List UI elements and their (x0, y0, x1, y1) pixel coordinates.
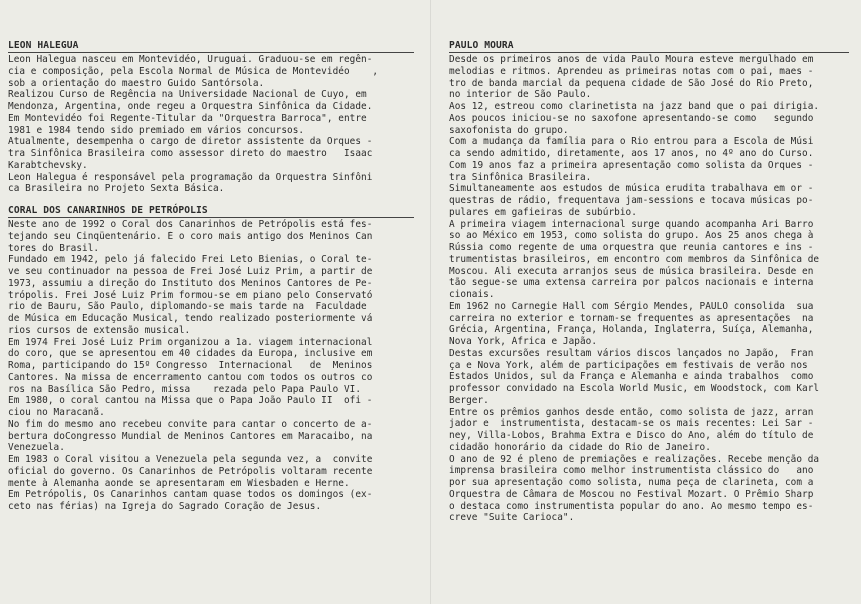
text-line: ceto nas férias) na Igreja do Sagrado Coração de Jesus. (8, 501, 322, 512)
text-line: Desde os primeiros anos de vida Paulo Moura esteve mergulhado em (449, 54, 814, 65)
text-line: Aos 12, estreou como clarinetista na jazz band que o pai dirigia. (449, 101, 820, 112)
text-line: tores do Brasil. (8, 242, 100, 254)
text-line: Neste ano de 1992 o Coral dos Canarinhos de Petrópolis está fes- (8, 219, 373, 230)
text-line: Em 1962 no Carnegie Hall com Sérgio Mendes, PAULO consolida sua (449, 300, 814, 312)
text-line: so ao México em 1953, como solista do grupo. Aos 25 anos chega à (449, 230, 814, 242)
text-line: Karabtchevsky. (8, 159, 88, 171)
text-line: tro de banda marcial da pequena cidade de São José do Rio Preto, (449, 77, 814, 89)
text-line: Nova York, África e Japão. (449, 336, 598, 347)
text-line: tão segue-se uma extensa carreira por palcos nacionais e interna (449, 277, 814, 289)
text-line: tejando seu Cinqüentenário. É o coro mais antigo dos Meninos Can (8, 230, 373, 242)
text-line: Aos poucos iniciou-se no saxofone apresentando-se como segundo (449, 112, 814, 124)
text-line: tra Sinfônica Brasileira como assessor direto do maestro Isaac (8, 148, 373, 159)
text-line: No fim do mesmo ano recebeu convite para cantar o concerto de a- (8, 418, 373, 430)
text-line: Em 1983 o Coral visitou a Venezuela pela segunda vez, a convite (8, 454, 373, 465)
left-column (8, 40, 414, 513)
section-body-leon-halegua (8, 54, 414, 195)
text-line: de Música em Educação Musical, tendo realizado posteriormente vá (8, 313, 373, 324)
text-line: cia e composição, pela Escola Normal de Música de Montevidéo , (8, 65, 379, 77)
text-line: A primeira viagem internacional surge quando acompanha Ari Barro (449, 218, 814, 230)
text-line: pulares em gafieiras de subúrbio. (449, 206, 637, 218)
text-line: Berger. (449, 394, 489, 406)
section-heading-paulo-moura: PAULO MOURA (449, 40, 849, 53)
text-line: no interior de São Paulo. (449, 89, 592, 101)
page-fold (430, 0, 432, 604)
section-body-coral (8, 219, 414, 513)
text-line: Com 19 anos faz a primeira apresentação como solista da Orques - (449, 159, 814, 171)
text-line: saxofonista do grupo. (449, 124, 569, 136)
text-line: ca Brasileira no Projeto Sexta Básica. (8, 183, 225, 195)
text-line: Grécia, Argentina, França, Holanda, Inglaterra, Suíça, Alemanha, (449, 324, 814, 336)
section-heading-coral: CORAL DOS CANARINHOS DE PETRÓPOLIS (8, 205, 414, 218)
text-line: o destaca como instrumentista popular do ano. Ao mesmo tempo es- (449, 500, 814, 512)
text-line: 1973, assumiu a direção do Instituto dos Meninos Cantores de Pe- (8, 277, 373, 289)
text-line: trumentistas brasileiros, em encontro com membros da Sinfônica de (449, 253, 820, 265)
text-line: Rússia como regente de uma orquestra que reunia cantores e ins - (449, 242, 814, 253)
text-line: Em Petrópolis, Os Canarinhos cantam quase todos os domingos (ex- (8, 489, 373, 501)
text-line: Entre os prêmios ganhos desde então, como solista de jazz, arran (449, 406, 814, 418)
text-line: 1981 e 1984 tendo sido premiado em vários concursos. (8, 124, 305, 136)
text-line: Moscou. Ali executa arranjos seus de música brasileira. Desde en (449, 265, 814, 277)
text-line: carreira no exterior e tornam-se frequentes as apresentações na (449, 312, 814, 324)
text-line: Orquestra de Câmara de Moscou no Festival Mozart. O Prêmio Sharp (449, 488, 814, 500)
text-line: Atualmente, desempenha o cargo de diretor assistente da Orques - (8, 136, 373, 148)
text-line: ca sendo admitido, diretamente, aos 17 anos, no 4º ano do Curso. (449, 148, 814, 159)
text-line: trópolis. Frei José Luiz Prim formou-se em piano pelo Conservató (8, 289, 373, 301)
text-line: cidadão honorário da cidade do Rio de Janeiro. (449, 441, 711, 453)
text-line: Em Montevidéo foi Regente-Titular da "Orquestra Barroca", entre (8, 112, 367, 124)
text-line: rios cursos de extensão musical. (8, 324, 191, 336)
text-line: creve "Suite Carioca". (449, 512, 575, 524)
text-line: ça e Nova York, além de participações em festivais de verão nos (449, 359, 808, 371)
text-line: Estados Unidos, sul da França e Alemanha e ainda trabalhos como (449, 371, 814, 383)
text-line: Simultaneamente aos estudos de música erudita trabalhava em or - (449, 183, 814, 195)
text-line: Em 1980, o coral cantou na Missa que o Papa João Paulo II ofi - (8, 395, 373, 407)
text-line: ney, Villa-Lobos, Brahma Extra e Disco do Ano, além do título de (449, 430, 814, 441)
text-line: sob a orientação do maestro Guido Santórsola. (8, 77, 265, 89)
text-line: jador e instrumentista, destacam-se os mais recentes: Lei Sar - (449, 418, 814, 430)
text-line: Em 1974 Frei José Luiz Prim organizou a 1a. viagem internacional (8, 336, 373, 348)
text-line: Mendonza, Argentina, onde regeu a Orquestra Sinfônica da Cidade. (8, 101, 373, 112)
text-line: Roma, participando do 15º Congresso Internacional de Meninos (8, 360, 373, 371)
section-heading-leon-halegua: LEON HALEGUA (8, 40, 414, 53)
text-line: tra Sinfônica Brasileira. (449, 171, 592, 183)
text-line: Realizou Curso de Regência na Universidade Nacional de Cuyo, em (8, 89, 367, 101)
text-line: ciou no Maracanã. (8, 407, 105, 418)
text-line: cionais. (449, 289, 495, 300)
section-body-paulo-moura (449, 54, 849, 524)
text-line: rio de Bauru, São Paulo, diplomando-se mais tarde na Faculdade (8, 301, 367, 313)
text-line: questras de rádio, frequentava jam-sessions e tocava músicas po- (449, 195, 814, 206)
text-line: mente à Alemanha aonde se apresentaram em Wiesbaden e Herne. (8, 477, 350, 489)
text-line: Venezuela. (8, 442, 65, 454)
text-line: ve seu continuador na pessoa de Frei José Luiz Prim, a partir de (8, 266, 373, 277)
text-line: Com a mudança da família para o Rio entrou para a Escola de Músi (449, 136, 814, 148)
text-line: do coro, que se apresentou em 40 cidades da Europa, inclusive em (8, 348, 373, 360)
text-line: Leon Halegua nasceu em Montevidéo, Uruguai. Graduou-se em regên- (8, 54, 373, 65)
text-line: Cantores. Na missa de encerramento cantou com todos os outros co (8, 371, 373, 383)
text-line: Destas excursões resultam vários discos lançados no Japão, Fran (449, 347, 814, 359)
text-line: Fundado em 1942, pelo já falecido Frei Leto Bienias, o Coral te- (8, 254, 373, 266)
text-line: Leon Halegua é responsável pela programação da Orquestra Sinfôni (8, 171, 373, 183)
text-line: ros na Basílica São Pedro, missa rezada pelo Papa Paulo VI. (8, 383, 362, 395)
text-line: por sua apresentação como solista, numa peça de clarineta, com a (449, 477, 814, 488)
text-line: professor convidado na Escola World Music, em Woodstock, com Karl (449, 383, 820, 394)
text-line: O ano de 92 é pleno de premiações e realizações. Recebe menção da (449, 453, 820, 465)
text-line: oficial do governo. Os Canarinhos de Petrópolis voltaram recente (8, 465, 373, 477)
text-line: imprensa brasileira como melhor instrumentista clássico do ano (449, 465, 814, 477)
right-column (449, 40, 849, 524)
text-line: bertura doCongresso Mundial de Meninos Cantores em Maracaibo, na (8, 430, 373, 442)
text-line: melodias e ritmos. Aprendeu as primeiras notas com o pai, maes - (449, 65, 814, 77)
